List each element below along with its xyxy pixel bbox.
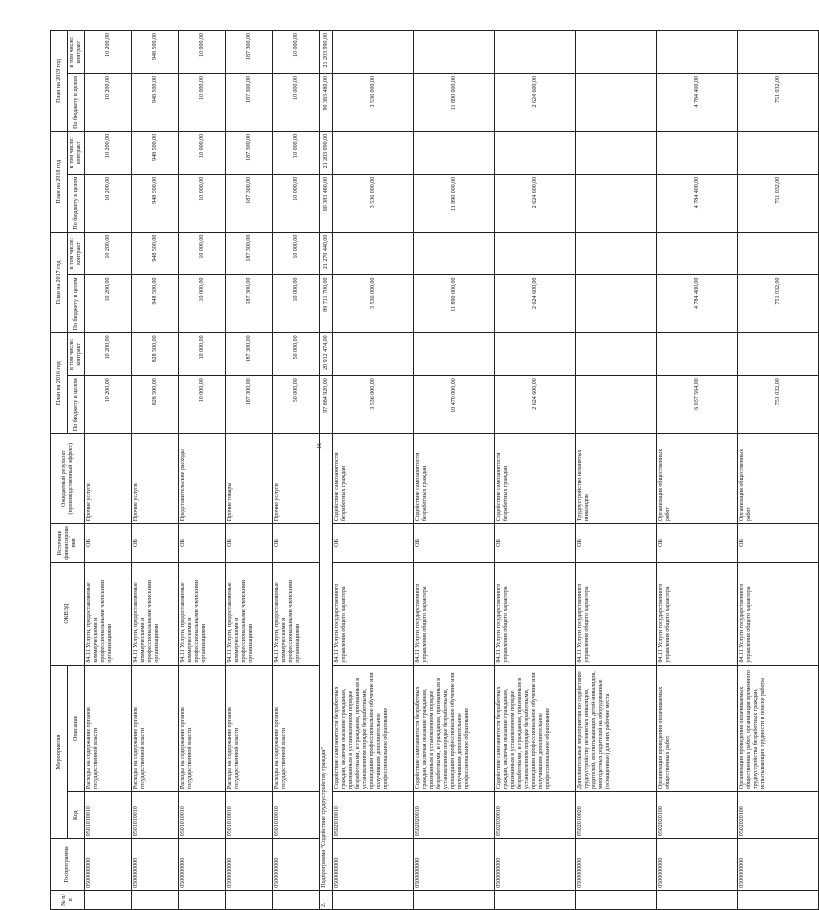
cell-okved: 84.11 Услуги государственного управления общего характера xyxy=(414,562,495,665)
cell-program: 0500000000 xyxy=(226,839,273,890)
cell-v2017 xyxy=(576,275,657,333)
header-num: № п/п xyxy=(51,890,85,909)
cell-c2018 xyxy=(495,131,576,174)
cell-c2018: 10 000,00 xyxy=(179,131,226,174)
row-num-cell xyxy=(576,890,657,909)
row-num-cell xyxy=(495,890,576,909)
table-row xyxy=(85,31,132,910)
cell-v2018: 2 624 600,00 xyxy=(495,174,576,232)
cell-v2019: 10 000,00 xyxy=(273,74,320,132)
cell-source: ОБ xyxy=(333,524,414,563)
cell-code: 0502020100 xyxy=(657,792,738,839)
cell-desc: Организация проведения оплачиваемых общественных работ xyxy=(657,665,738,792)
cell-v2017: 751 032,00 xyxy=(738,275,819,333)
cell-c2016 xyxy=(657,333,738,376)
row-num-cell xyxy=(414,890,495,909)
cell-v2016: 6 037 564,00 xyxy=(657,376,738,434)
cell-c2017: 187 300,00 xyxy=(226,232,273,275)
cell-v2018: 187 300,00 xyxy=(226,174,273,232)
cell-v2016: 751 032,00 xyxy=(738,376,819,434)
cell-v2017: 10 000,00 xyxy=(273,275,320,333)
cell-desc: Расходы на содержание органов государственной власти xyxy=(273,665,320,792)
cell-c2017 xyxy=(657,232,738,275)
cell-c2017 xyxy=(495,232,576,275)
table-row xyxy=(179,31,226,910)
cell-c2019: 187 300,00 xyxy=(226,31,273,74)
header-okved: ОКВЭД xyxy=(51,562,85,665)
cell-v2017: 948 500,00 xyxy=(132,275,179,333)
cell-c2017: 10 000,00 xyxy=(179,232,226,275)
section-total-2018: 90 383 480,00 xyxy=(320,174,333,232)
cell-c2016 xyxy=(576,333,657,376)
cell-v2016: 10 470 000,00 xyxy=(414,376,495,434)
cell-c2018: 10 000,00 xyxy=(273,131,320,174)
header-plan-2018: План на 2018 год xyxy=(51,131,68,232)
cell-okved: 94.11 Услуги, предоставляемые коммерческими и профессиональными членскими организациями xyxy=(273,562,320,665)
cell-desc: Расходы на содержание органов государственной власти xyxy=(179,665,226,792)
cell-source: ОБ xyxy=(226,524,273,563)
cell-v2019: 11 890 000,00 xyxy=(414,74,495,132)
cell-c2018: 10 200,00 xyxy=(85,131,132,174)
cell-v2018: 4 784 400,00 xyxy=(657,174,738,232)
cell-v2019: 948 500,00 xyxy=(132,74,179,132)
cell-source: ОБ xyxy=(657,524,738,563)
cell-c2016: 10 200,00 xyxy=(85,333,132,376)
cell-c2017: 948 500,00 xyxy=(132,232,179,275)
cell-desc: Расходы на содержание органов государственной власти xyxy=(226,665,273,792)
table-row xyxy=(576,31,657,910)
cell-code: 0502010020 xyxy=(576,792,657,839)
header-source: Источник финансирования xyxy=(51,524,85,563)
cell-v2017: 10 000,00 xyxy=(179,275,226,333)
section-contracts-2016: 20 912 474,00 xyxy=(320,333,333,376)
cell-result: Содействие самозанятости безработных граждан xyxy=(414,434,495,524)
cell-result: Организация общественных работ xyxy=(738,434,819,524)
header-plan-2016: План на 2016 год xyxy=(51,333,68,434)
cell-result: Прочие услуги xyxy=(85,434,132,524)
cell-source: ОБ xyxy=(576,524,657,563)
cell-c2019 xyxy=(333,31,414,74)
header-contracts-2017: в том числе: контракт xyxy=(68,232,85,275)
cell-v2016: 187 300,00 xyxy=(226,376,273,434)
header-code: Код xyxy=(68,792,85,839)
cell-desc: Содействие самозанятости безработных граждан, включая оказание гражданам, признанным в установленном порядке безработными, и гражданам, признанным в установленном порядке безработными, прошедшим профессиональное обучение или получившим дополнительное профессиональное образование xyxy=(495,665,576,792)
cell-c2019 xyxy=(576,31,657,74)
cell-program: 0500000000 xyxy=(85,839,132,890)
cell-result: Прочие услуги xyxy=(273,434,320,524)
cell-code: 0502020010 xyxy=(414,792,495,839)
table-row xyxy=(226,31,273,910)
table-row xyxy=(738,31,819,910)
cell-c2016: 50 000,00 xyxy=(273,333,320,376)
cell-c2017 xyxy=(576,232,657,275)
cell-program: 0500000000 xyxy=(132,839,179,890)
section-title: Подпрограмма "Содействие трудоустройству граждан" xyxy=(320,434,333,891)
cell-c2019 xyxy=(414,31,495,74)
cell-c2018: 187 300,00 xyxy=(226,131,273,174)
cell-c2018 xyxy=(576,131,657,174)
header-plan-2019: План на 2019 год xyxy=(51,31,68,132)
rotated-table-sheet xyxy=(50,30,781,910)
cell-v2019: 4 784 400,00 xyxy=(657,74,738,132)
cell-result: Содействие самозанятости безработных граждан xyxy=(495,434,576,524)
cell-c2019: 948 500,00 xyxy=(132,31,179,74)
header-plan-2017: План на 2017 год xyxy=(51,232,68,333)
cell-program: 0500000000 xyxy=(738,839,819,890)
cell-v2018 xyxy=(576,174,657,232)
header-contracts-2018: в том числе: контракт xyxy=(68,131,85,174)
cell-v2019: 10 000,00 xyxy=(179,74,226,132)
cell-result: Содействие самозанятости безработных граждан xyxy=(333,434,414,524)
cell-okved: 84.11 Услуги государственного управления общего характера xyxy=(738,562,819,665)
cell-v2018: 10 200,00 xyxy=(85,174,132,232)
page-number: 16 xyxy=(317,443,323,449)
cell-v2016: 828 500,00 xyxy=(132,376,179,434)
cell-c2019 xyxy=(738,31,819,74)
cell-source: ОБ xyxy=(85,524,132,563)
cell-desc: Расходы на содержание органов государственной власти xyxy=(85,665,132,792)
row-num-cell xyxy=(226,890,273,909)
cell-okved: 84.11 Услуги государственного управления общего характера xyxy=(333,562,414,665)
cell-v2019: 751 032,00 xyxy=(738,74,819,132)
header-budget-2018: По бюджету в целом xyxy=(68,174,85,232)
cell-program: 0500000000 xyxy=(273,839,320,890)
cell-code: 0502020100 xyxy=(738,792,819,839)
cell-v2019 xyxy=(576,74,657,132)
cell-c2016 xyxy=(333,333,414,376)
cell-source: ОБ xyxy=(414,524,495,563)
cell-c2018: 948 500,00 xyxy=(132,131,179,174)
cell-c2019 xyxy=(495,31,576,74)
cell-c2018 xyxy=(333,131,414,174)
cell-c2017 xyxy=(414,232,495,275)
cell-code: 0502010010 xyxy=(333,792,414,839)
cell-v2016: 2 624 600,00 xyxy=(495,376,576,434)
cell-okved: 84.11 Услуги, предоставляемые коммерческими и профессиональными членскими организациями xyxy=(85,562,132,665)
cell-v2018: 3 536 000,00 xyxy=(333,174,414,232)
cell-okved: 84.11 Услуги государственного управления общего характера xyxy=(657,562,738,665)
cell-c2016 xyxy=(495,333,576,376)
cell-code: 0501010010 xyxy=(85,792,132,839)
cell-desc: Расходы на содержание органов государственной власти xyxy=(132,665,179,792)
header-description: Описание xyxy=(68,665,85,792)
cell-c2017: 10 000,00 xyxy=(273,232,320,275)
cell-c2016: 10 000,00 xyxy=(179,333,226,376)
section-total-2019: 90 383 480,00 xyxy=(320,74,333,132)
section-contracts-2018: 21 203 990,00 xyxy=(320,131,333,174)
table-row xyxy=(132,31,179,910)
section-num: 2. xyxy=(320,890,333,909)
procurement-plan-table xyxy=(50,30,819,910)
cell-okved: 94.11 Услуги, предоставляемые коммерческими и профессиональными членскими организациями xyxy=(179,562,226,665)
cell-source: ОБ xyxy=(273,524,320,563)
cell-c2019: 10 200,00 xyxy=(85,31,132,74)
cell-okved: 94.11 Услуги, предоставляемые коммерческими и профессиональными членскими организациями xyxy=(226,562,273,665)
cell-v2017: 11 890 000,00 xyxy=(414,275,495,333)
cell-program: 0500000000 xyxy=(495,839,576,890)
cell-desc: Содействие самозанятости безработных граждан, включая оказание гражданам, признанным в установленном порядке безработными, и гражданам, признанным в установленном порядке безработными, прошедшим профессиональное обучение или получившим дополнительное профессиональное образование xyxy=(414,665,495,792)
cell-c2017: 10 200,00 xyxy=(85,232,132,275)
row-num-cell xyxy=(738,890,819,909)
table-row xyxy=(414,31,495,910)
row-num-cell xyxy=(273,890,320,909)
section-total-2016: 97 884 920,00 xyxy=(320,376,333,434)
cell-source: ОБ xyxy=(132,524,179,563)
cell-v2018: 10 000,00 xyxy=(179,174,226,232)
cell-v2019: 3 536 000,00 xyxy=(333,74,414,132)
cell-source: ОБ xyxy=(495,524,576,563)
cell-c2018 xyxy=(738,131,819,174)
cell-program: 0500000000 xyxy=(179,839,226,890)
cell-v2019: 2 624 600,00 xyxy=(495,74,576,132)
table-row xyxy=(273,31,320,910)
cell-code: 0501010010 xyxy=(226,792,273,839)
cell-program: 0500000000 xyxy=(576,839,657,890)
cell-v2016 xyxy=(576,376,657,434)
cell-c2017 xyxy=(738,232,819,275)
cell-okved: 84.11 Услуги государственного управления общего характера xyxy=(576,562,657,665)
cell-v2019: 187 300,00 xyxy=(226,74,273,132)
header-contracts-2016: в том числе: контракт xyxy=(68,333,85,376)
section-row xyxy=(320,31,333,910)
section-contracts-2017: 21 270 440,00 xyxy=(320,232,333,275)
cell-program: 0500000000 xyxy=(414,839,495,890)
cell-v2017: 10 200,00 xyxy=(85,275,132,333)
header-contracts-2019: в том числе: контракт xyxy=(68,31,85,74)
section-contracts-2019: 21 203 990,00 xyxy=(320,31,333,74)
cell-result: Прочие услуги xyxy=(132,434,179,524)
cell-c2019: 10 000,00 xyxy=(179,31,226,74)
cell-v2018: 948 500,00 xyxy=(132,174,179,232)
table-row xyxy=(657,31,738,910)
header-program: Госпрограмма xyxy=(51,839,85,890)
cell-v2016: 3 536 000,00 xyxy=(333,376,414,434)
cell-result: Организация общественных работ xyxy=(657,434,738,524)
cell-c2018 xyxy=(414,131,495,174)
cell-result: Трудоустройство незанятых инвалидов xyxy=(576,434,657,524)
cell-c2016: 187 300,00 xyxy=(226,333,273,376)
cell-code: 0501010010 xyxy=(179,792,226,839)
header-budget-2017: По бюджету в целом xyxy=(68,275,85,333)
cell-c2019 xyxy=(657,31,738,74)
cell-v2016: 10 200,00 xyxy=(85,376,132,434)
cell-code: 0501010010 xyxy=(273,792,320,839)
header-result: Ожидаемый результат (производственный эффект) xyxy=(51,434,85,524)
table-row xyxy=(333,31,414,910)
cell-code: 0501010010 xyxy=(132,792,179,839)
cell-c2016 xyxy=(738,333,819,376)
cell-desc: Организация проведения оплачиваемых общественных работ, организация временного трудоустройства безработных граждан, испытывающих трудности в поиске работы xyxy=(738,665,819,792)
section-total-2017: 89 711 700,00 xyxy=(320,275,333,333)
cell-v2016: 10 000,00 xyxy=(179,376,226,434)
row-num-cell xyxy=(179,890,226,909)
cell-c2016: 828 500,00 xyxy=(132,333,179,376)
cell-v2017: 3 536 000,00 xyxy=(333,275,414,333)
cell-c2019: 10 000,00 xyxy=(273,31,320,74)
cell-code: 0502030010 xyxy=(495,792,576,839)
row-num-cell xyxy=(132,890,179,909)
cell-program: 0500000000 xyxy=(657,839,738,890)
header-budget-2016: По бюджету в целом xyxy=(68,376,85,434)
cell-okved: 84.11 Услуги государственного управления общего характера xyxy=(495,562,576,665)
cell-c2018 xyxy=(657,131,738,174)
cell-source: ОБ xyxy=(738,524,819,563)
header-budget-2019: По бюджету в целом xyxy=(68,74,85,132)
cell-c2017 xyxy=(333,232,414,275)
cell-c2016 xyxy=(414,333,495,376)
row-num-cell xyxy=(333,890,414,909)
cell-program: 0500000000 xyxy=(333,839,414,890)
cell-desc: Содействие самозанятости безработных граждан, включая оказание гражданам, признанным в установленном порядке безработными, и гражданам, признанным в установленном порядке безработными, прошедшим профессиональное обучение или получившим дополнительное профессиональное образование xyxy=(333,665,414,792)
cell-source: ОБ xyxy=(179,524,226,563)
cell-v2018: 11 890 000,00 xyxy=(414,174,495,232)
cell-okved: 94.11 Услуги, предоставляемые коммерческими и профессиональными членскими организациями xyxy=(132,562,179,665)
header-measures: Мероприятия xyxy=(51,665,68,839)
cell-result: Представительские расходы xyxy=(179,434,226,524)
cell-v2018: 10 000,00 xyxy=(273,174,320,232)
cell-result: Прочие товары xyxy=(226,434,273,524)
row-num-cell xyxy=(657,890,738,909)
table-row xyxy=(495,31,576,910)
cell-v2019: 10 200,00 xyxy=(85,74,132,132)
cell-v2018: 751 032,00 xyxy=(738,174,819,232)
cell-v2016: 50 000,00 xyxy=(273,376,320,434)
cell-desc: Дополнительные мероприятия по содействию трудоустройству незанятых инвалидов, родителей, воспитывающих детей-инвалидов, многодетных родителей на оборудованные (оснащенные) для них рабочие места xyxy=(576,665,657,792)
row-num-cell xyxy=(85,890,132,909)
cell-v2017: 2 624 600,00 xyxy=(495,275,576,333)
cell-v2017: 187 300,00 xyxy=(226,275,273,333)
cell-v2017: 4 784 400,00 xyxy=(657,275,738,333)
